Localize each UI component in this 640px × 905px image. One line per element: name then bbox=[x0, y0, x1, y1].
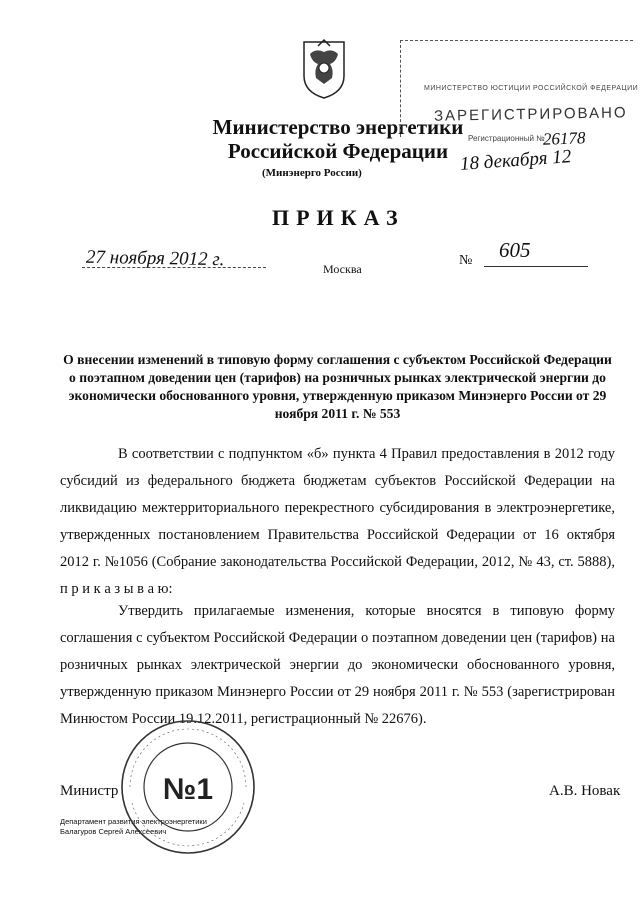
body-paragraph-1 bbox=[60, 441, 615, 603]
state-emblem bbox=[300, 36, 348, 100]
reg-stamp-label: Регистрационный № bbox=[468, 134, 545, 143]
body-paragraph-2 bbox=[60, 598, 615, 733]
round-seal bbox=[118, 717, 258, 857]
signatory-name: А.В. Новак bbox=[549, 783, 621, 799]
ministry-line1: Министерство энергетики bbox=[212, 115, 464, 139]
department-line: Департамент развития электроэнергетики bbox=[60, 817, 207, 826]
paragraph-2-text: Утвердить прилагаемые изменения, которые вносятся в типовую форму соглашения с субъектом Российской Федерации о поэтапном доведении цен (тарифов) на розничных рынках электрической энергии до экономически обоснованного уровня, утвержденную приказом Минэнерго России от 29 ноября 2011 г. № 553 (зарегистрирован Минюстом России 19.12.2011, регистрационный № 22676). bbox=[60, 603, 615, 727]
number-underline bbox=[484, 266, 588, 267]
document-title: ПРИКАЗ bbox=[272, 205, 405, 230]
order-date: 27 ноября 2012 г. bbox=[85, 246, 225, 271]
ministry-short-name: (Минэнерго России) bbox=[262, 167, 362, 179]
reg-stamp-agency: МИНИСТЕРСТВО ЮСТИЦИИ РОССИЙСКОЙ ФЕДЕРАЦИИ bbox=[424, 85, 639, 92]
executor-name: Балагуров Сергей Алексеевич bbox=[60, 827, 167, 836]
reg-stamp-number: 26178 bbox=[542, 128, 586, 149]
number-sign: № bbox=[459, 253, 473, 268]
seal-number: №1 bbox=[162, 773, 214, 806]
paragraph-1-text: В соответствии с подпунктом «б» пункта 4 Правил предоставления в 2012 году субсидий из федерального бюджета бюджетам субъектов Российской Федерации на ликвидацию межтерриториального перекрестного субсидирования в электроэнергетике, утвержденных постановлением Правительства Российской Федерации от 16 октября 2012 г. №1056 (Собрание законодательства Российской Федерации, 2012, № 43, ст. 5888), п р и к а з ы в а ю: bbox=[60, 446, 615, 597]
ministry-line2: Российской Федерации bbox=[227, 139, 449, 163]
reg-stamp-date: 18 декабря 12 bbox=[459, 146, 572, 175]
order-subject: О внесении изменений в типовую форму соглашения с субъектом Российской Федерации о поэтапном доведении цен (тарифов) на розничных рынках электрической энергии до экономически обоснованного уровня, утвержденную приказом Минэнерго России от 29 ноября 2011 г. № 553 bbox=[63, 352, 612, 421]
reg-stamp-title: ЗАРЕГИСТРИРОВАНО bbox=[433, 104, 628, 125]
city: Москва bbox=[323, 262, 362, 276]
order-number: 605 bbox=[499, 238, 531, 262]
date-underline bbox=[82, 267, 266, 268]
signatory-title: Министр bbox=[60, 783, 119, 799]
